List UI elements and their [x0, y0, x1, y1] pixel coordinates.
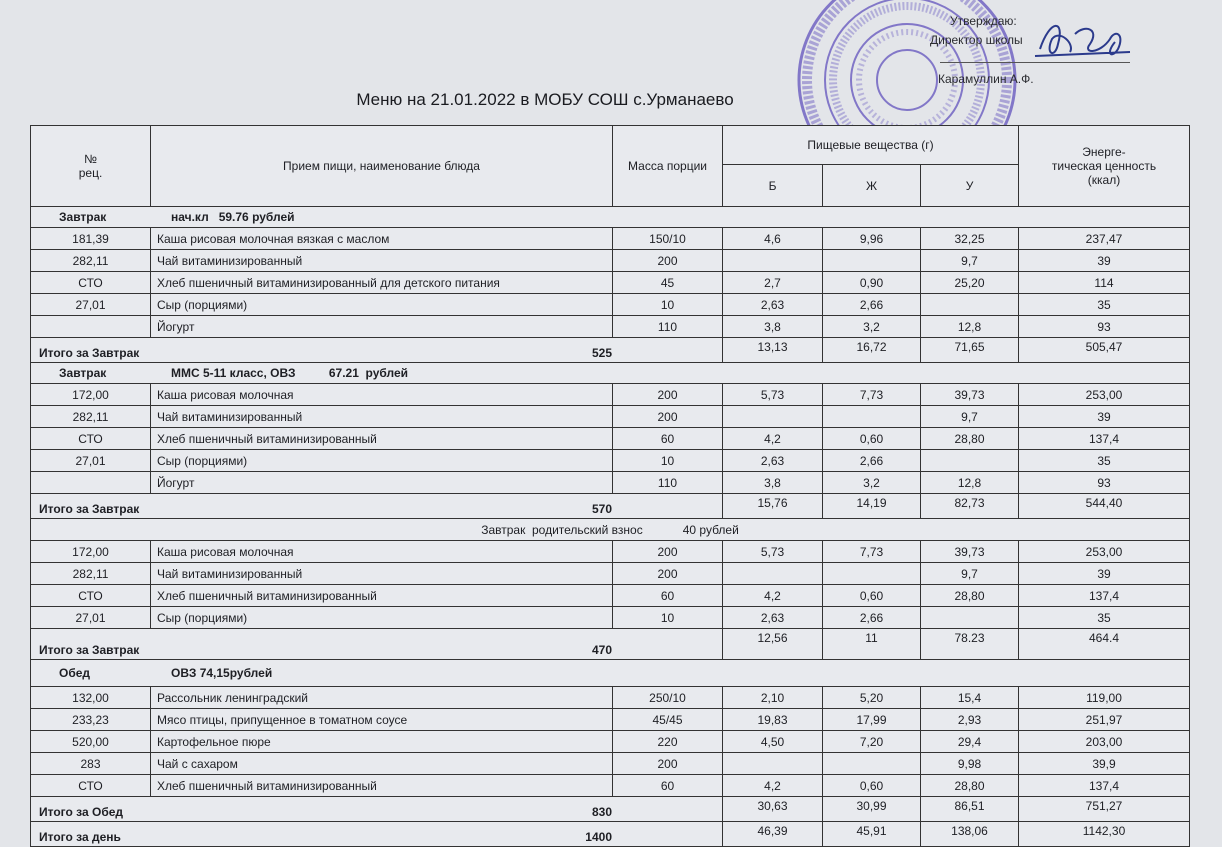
fat-value: 7,73 [823, 541, 921, 562]
energy-value: 39 [1097, 566, 1111, 581]
section-header-row [31, 519, 1189, 541]
total-label: Итого за Завтрак [39, 502, 140, 516]
protein-value: 2,63 [723, 607, 823, 628]
dish-name: Каша рисовая молочная [151, 384, 613, 405]
portion-mass: 200 [613, 753, 723, 774]
total-protein: 46,39 [723, 822, 823, 846]
total-carb: 82,73 [921, 494, 1019, 518]
table-row [31, 585, 1189, 607]
energy-value: 39 [1097, 409, 1111, 424]
section-header-row [31, 363, 1189, 384]
energy-value: 253,00 [1085, 387, 1123, 402]
dish-name: Йогурт [151, 472, 613, 493]
recipe-code: 520,00 [31, 731, 151, 752]
carb-value: 12,8 [921, 316, 1019, 337]
recipe-code: СТО [31, 585, 151, 606]
director-signature [1030, 14, 1140, 69]
portion-mass: 10 [613, 294, 723, 315]
fat-value: 17,99 [823, 709, 921, 730]
dish-name: Мясо птицы, припущенное в томатном соусе [151, 709, 613, 730]
total-energy: 1142,30 [1082, 824, 1126, 838]
recipe-code: 283 [31, 753, 151, 774]
dish-name: Хлеб пшеничный витаминизированный [151, 428, 613, 449]
total-fat: 11 [823, 629, 921, 659]
protein-value: 4,2 [723, 775, 823, 796]
portion-mass: 200 [613, 250, 723, 271]
carb-value: 9,98 [921, 753, 1019, 774]
signature-line [940, 62, 1130, 63]
table-row [31, 428, 1189, 450]
total-label-cell [31, 629, 723, 659]
carb-value: 25,20 [921, 272, 1019, 293]
energy-value: 253,00 [1085, 544, 1123, 559]
dish-name: Каша рисовая молочная вязкая с маслом [151, 228, 613, 249]
portion-mass: 10 [613, 607, 723, 628]
protein-value: 5,73 [723, 541, 823, 562]
menu-table [30, 125, 1190, 847]
recipe-code: 132,00 [31, 687, 151, 708]
dish-name: Чай с сахаром [151, 753, 613, 774]
total-mass: 570 [591, 502, 612, 516]
approval-line-director: Директор школы [930, 33, 1023, 47]
dish-name: Хлеб пшеничный витаминизированный для детского питания [151, 272, 613, 293]
fat-value: 0,60 [823, 585, 921, 606]
dish-name: Хлеб пшеничный витаминизированный [151, 775, 613, 796]
total-mass: 525 [591, 346, 612, 360]
portion-mass: 150/10 [613, 228, 723, 249]
approval-block [930, 12, 1034, 89]
total-row [31, 494, 1189, 519]
recipe-code: 282,11 [31, 250, 151, 271]
total-row [31, 629, 1189, 660]
header-nutrients: Пищевые вещества (г) [723, 126, 1019, 165]
portion-mass: 200 [613, 563, 723, 584]
recipe-code: 27,01 [31, 607, 151, 628]
table-row [31, 384, 1189, 406]
recipe-code: 172,00 [31, 384, 151, 405]
protein-value: 2,7 [723, 272, 823, 293]
total-mass: 470 [591, 643, 612, 657]
carb-value: 28,80 [921, 585, 1019, 606]
energy-value: 35 [1097, 297, 1111, 312]
carb-value [921, 294, 1019, 315]
energy-value: 35 [1097, 453, 1111, 468]
protein-value: 2,63 [723, 450, 823, 471]
portion-mass: 220 [613, 731, 723, 752]
fat-value [823, 563, 921, 584]
fat-value: 7,73 [823, 384, 921, 405]
protein-value: 4,2 [723, 428, 823, 449]
fat-value: 0,90 [823, 272, 921, 293]
fat-value: 5,20 [823, 687, 921, 708]
dish-name: Рассольник ленинградский [151, 687, 613, 708]
protein-value [723, 563, 823, 584]
energy-value: 119,00 [1086, 690, 1122, 705]
fat-value: 2,66 [823, 294, 921, 315]
protein-value [723, 753, 823, 774]
carb-value [921, 450, 1019, 471]
total-mass: 1400 [585, 830, 612, 844]
section-title: Завтрак [59, 366, 107, 380]
portion-mass: 60 [613, 428, 723, 449]
recipe-code: 282,11 [31, 563, 151, 584]
energy-value: 251,97 [1085, 712, 1123, 727]
total-fat: 45,91 [823, 822, 921, 846]
section-header-row [31, 207, 1189, 228]
carb-value: 29,4 [921, 731, 1019, 752]
protein-value: 4,6 [723, 228, 823, 249]
total-carb: 138,06 [921, 822, 1019, 846]
recipe-code [31, 472, 151, 493]
total-fat: 30,99 [823, 797, 921, 821]
portion-mass: 250/10 [613, 687, 723, 708]
dish-name: Сыр (порциями) [151, 607, 613, 628]
header-b: Б [723, 165, 823, 206]
table-row [31, 316, 1189, 338]
portion-mass: 200 [613, 384, 723, 405]
table-row [31, 294, 1189, 316]
fat-value: 2,66 [823, 450, 921, 471]
energy-value: 35 [1097, 610, 1111, 625]
total-label-cell [31, 338, 723, 362]
total-energy: 464.4 [1088, 631, 1120, 645]
table-body [31, 207, 1189, 847]
protein-value [723, 250, 823, 271]
portion-mass: 60 [613, 775, 723, 796]
protein-value: 4,2 [723, 585, 823, 606]
total-fat: 16,72 [823, 338, 921, 362]
fat-value: 7,20 [823, 731, 921, 752]
table-row [31, 228, 1189, 250]
total-protein: 12,56 [723, 629, 823, 659]
protein-value: 3,8 [723, 316, 823, 337]
section-header-row [31, 660, 1189, 687]
energy-value: 237,47 [1085, 231, 1123, 246]
recipe-code: 181,39 [31, 228, 151, 249]
portion-mass: 110 [613, 472, 723, 493]
table-row [31, 775, 1189, 797]
carb-value: 39,73 [921, 384, 1019, 405]
table-row [31, 753, 1189, 775]
dish-name: Картофельное пюре [151, 731, 613, 752]
portion-mass: 60 [613, 585, 723, 606]
energy-value: 114 [1094, 275, 1114, 290]
energy-value: 39 [1097, 253, 1111, 268]
total-fat: 14,19 [823, 494, 921, 518]
total-row [31, 822, 1189, 847]
table-row [31, 406, 1189, 428]
carb-value [921, 607, 1019, 628]
header-u: У [921, 165, 1019, 206]
fat-value: 3,2 [823, 472, 921, 493]
section-title: Завтрак родительский взнос 40 рублей [481, 522, 739, 537]
table-header [31, 126, 1189, 207]
carb-value: 9,7 [921, 563, 1019, 584]
total-label: Итого за Завтрак [39, 346, 140, 360]
table-row [31, 563, 1189, 585]
section-subtitle: нач.кл 59.76 рублей [171, 210, 295, 224]
table-row [31, 450, 1189, 472]
recipe-code: СТО [31, 428, 151, 449]
energy-value: 137,4 [1088, 778, 1120, 793]
energy-value: 137,4 [1088, 431, 1120, 446]
total-label-cell [31, 822, 723, 846]
header-energy: Энерге- тическая ценность (ккал) [1051, 145, 1157, 187]
table-row [31, 731, 1189, 753]
dish-name: Хлеб пшеничный витаминизированный [151, 585, 613, 606]
page-title: Меню на 21.01.2022 в МОБУ СОШ с.Урманаево [356, 90, 734, 109]
portion-mass: 200 [613, 541, 723, 562]
fat-value [823, 753, 921, 774]
fat-value: 9,96 [823, 228, 921, 249]
recipe-code: 172,00 [31, 541, 151, 562]
total-protein: 13,13 [723, 338, 823, 362]
section-title: Обед [59, 666, 91, 680]
recipe-code: 27,01 [31, 450, 151, 471]
recipe-code: СТО [31, 775, 151, 796]
carb-value: 9,7 [921, 406, 1019, 427]
dish-name: Йогурт [151, 316, 613, 337]
total-energy: 544,40 [1085, 496, 1123, 510]
dish-name: Сыр (порциями) [151, 450, 613, 471]
protein-value [723, 406, 823, 427]
table-row [31, 250, 1189, 272]
carb-value: 12,8 [921, 472, 1019, 493]
energy-value: 39,9 [1092, 756, 1116, 771]
fat-value: 3,2 [823, 316, 921, 337]
recipe-code: 27,01 [31, 294, 151, 315]
table-row [31, 272, 1189, 294]
dish-name: Чай витаминизированный [151, 250, 613, 271]
fat-value: 2,66 [823, 607, 921, 628]
total-protein: 15,76 [723, 494, 823, 518]
portion-mass: 10 [613, 450, 723, 471]
fat-value [823, 250, 921, 271]
total-carb: 71,65 [921, 338, 1019, 362]
header-mass: Масса порции [613, 126, 723, 206]
carb-value: 28,80 [921, 775, 1019, 796]
energy-value: 137,4 [1088, 588, 1120, 603]
approval-line-name: Карамуллин А.Ф. [938, 72, 1034, 86]
total-carb: 78.23 [921, 629, 1019, 659]
portion-mass: 45 [613, 272, 723, 293]
fat-value: 0,60 [823, 428, 921, 449]
recipe-code: 233,23 [31, 709, 151, 730]
total-energy: 751,27 [1085, 799, 1123, 813]
total-row [31, 338, 1189, 363]
total-protein: 30,63 [723, 797, 823, 821]
protein-value: 19,83 [723, 709, 823, 730]
carb-value: 9,7 [921, 250, 1019, 271]
table-row [31, 541, 1189, 563]
energy-value: 93 [1097, 319, 1111, 334]
table-row [31, 607, 1189, 629]
protein-value: 2,63 [723, 294, 823, 315]
total-label: Итого за Завтрак [39, 643, 140, 657]
carb-value: 2,93 [921, 709, 1019, 730]
energy-value: 93 [1097, 475, 1111, 490]
recipe-code: СТО [31, 272, 151, 293]
energy-value: 203,00 [1085, 734, 1123, 749]
carb-value: 15,4 [921, 687, 1019, 708]
fat-value [823, 406, 921, 427]
fat-value: 0,60 [823, 775, 921, 796]
dish-name: Чай витаминизированный [151, 563, 613, 584]
recipe-code: 282,11 [31, 406, 151, 427]
table-row [31, 687, 1189, 709]
carb-value: 32,25 [921, 228, 1019, 249]
total-row [31, 797, 1189, 822]
section-subtitle: ММС 5-11 класс, ОВЗ 67.21 рублей [171, 366, 409, 380]
table-row [31, 472, 1189, 494]
header-code: № рец. [31, 126, 151, 206]
dish-name: Сыр (порциями) [151, 294, 613, 315]
dish-name: Каша рисовая молочная [151, 541, 613, 562]
total-carb: 86,51 [921, 797, 1019, 821]
carb-value: 28,80 [921, 428, 1019, 449]
section-subtitle: ОВЗ 74,15рублей [171, 666, 273, 680]
protein-value: 2,10 [723, 687, 823, 708]
total-energy: 505,47 [1085, 340, 1123, 354]
approval-line-approve: Утверждаю: [950, 14, 1017, 28]
header-zh: Ж [823, 165, 921, 206]
portion-mass: 110 [613, 316, 723, 337]
total-label-cell [31, 494, 723, 518]
dish-name: Чай витаминизированный [151, 406, 613, 427]
protein-value: 3,8 [723, 472, 823, 493]
header-name: Прием пищи, наименование блюда [151, 126, 613, 206]
section-title: Завтрак [59, 210, 107, 224]
table-row [31, 709, 1189, 731]
total-label-cell [31, 797, 723, 821]
carb-value: 39,73 [921, 541, 1019, 562]
recipe-code [31, 316, 151, 337]
total-label: Итого за Обед [39, 805, 124, 819]
protein-value: 5,73 [723, 384, 823, 405]
total-label: Итого за день [39, 830, 121, 844]
portion-mass: 200 [613, 406, 723, 427]
portion-mass: 45/45 [613, 709, 723, 730]
total-mass: 830 [591, 805, 612, 819]
protein-value: 4,50 [723, 731, 823, 752]
